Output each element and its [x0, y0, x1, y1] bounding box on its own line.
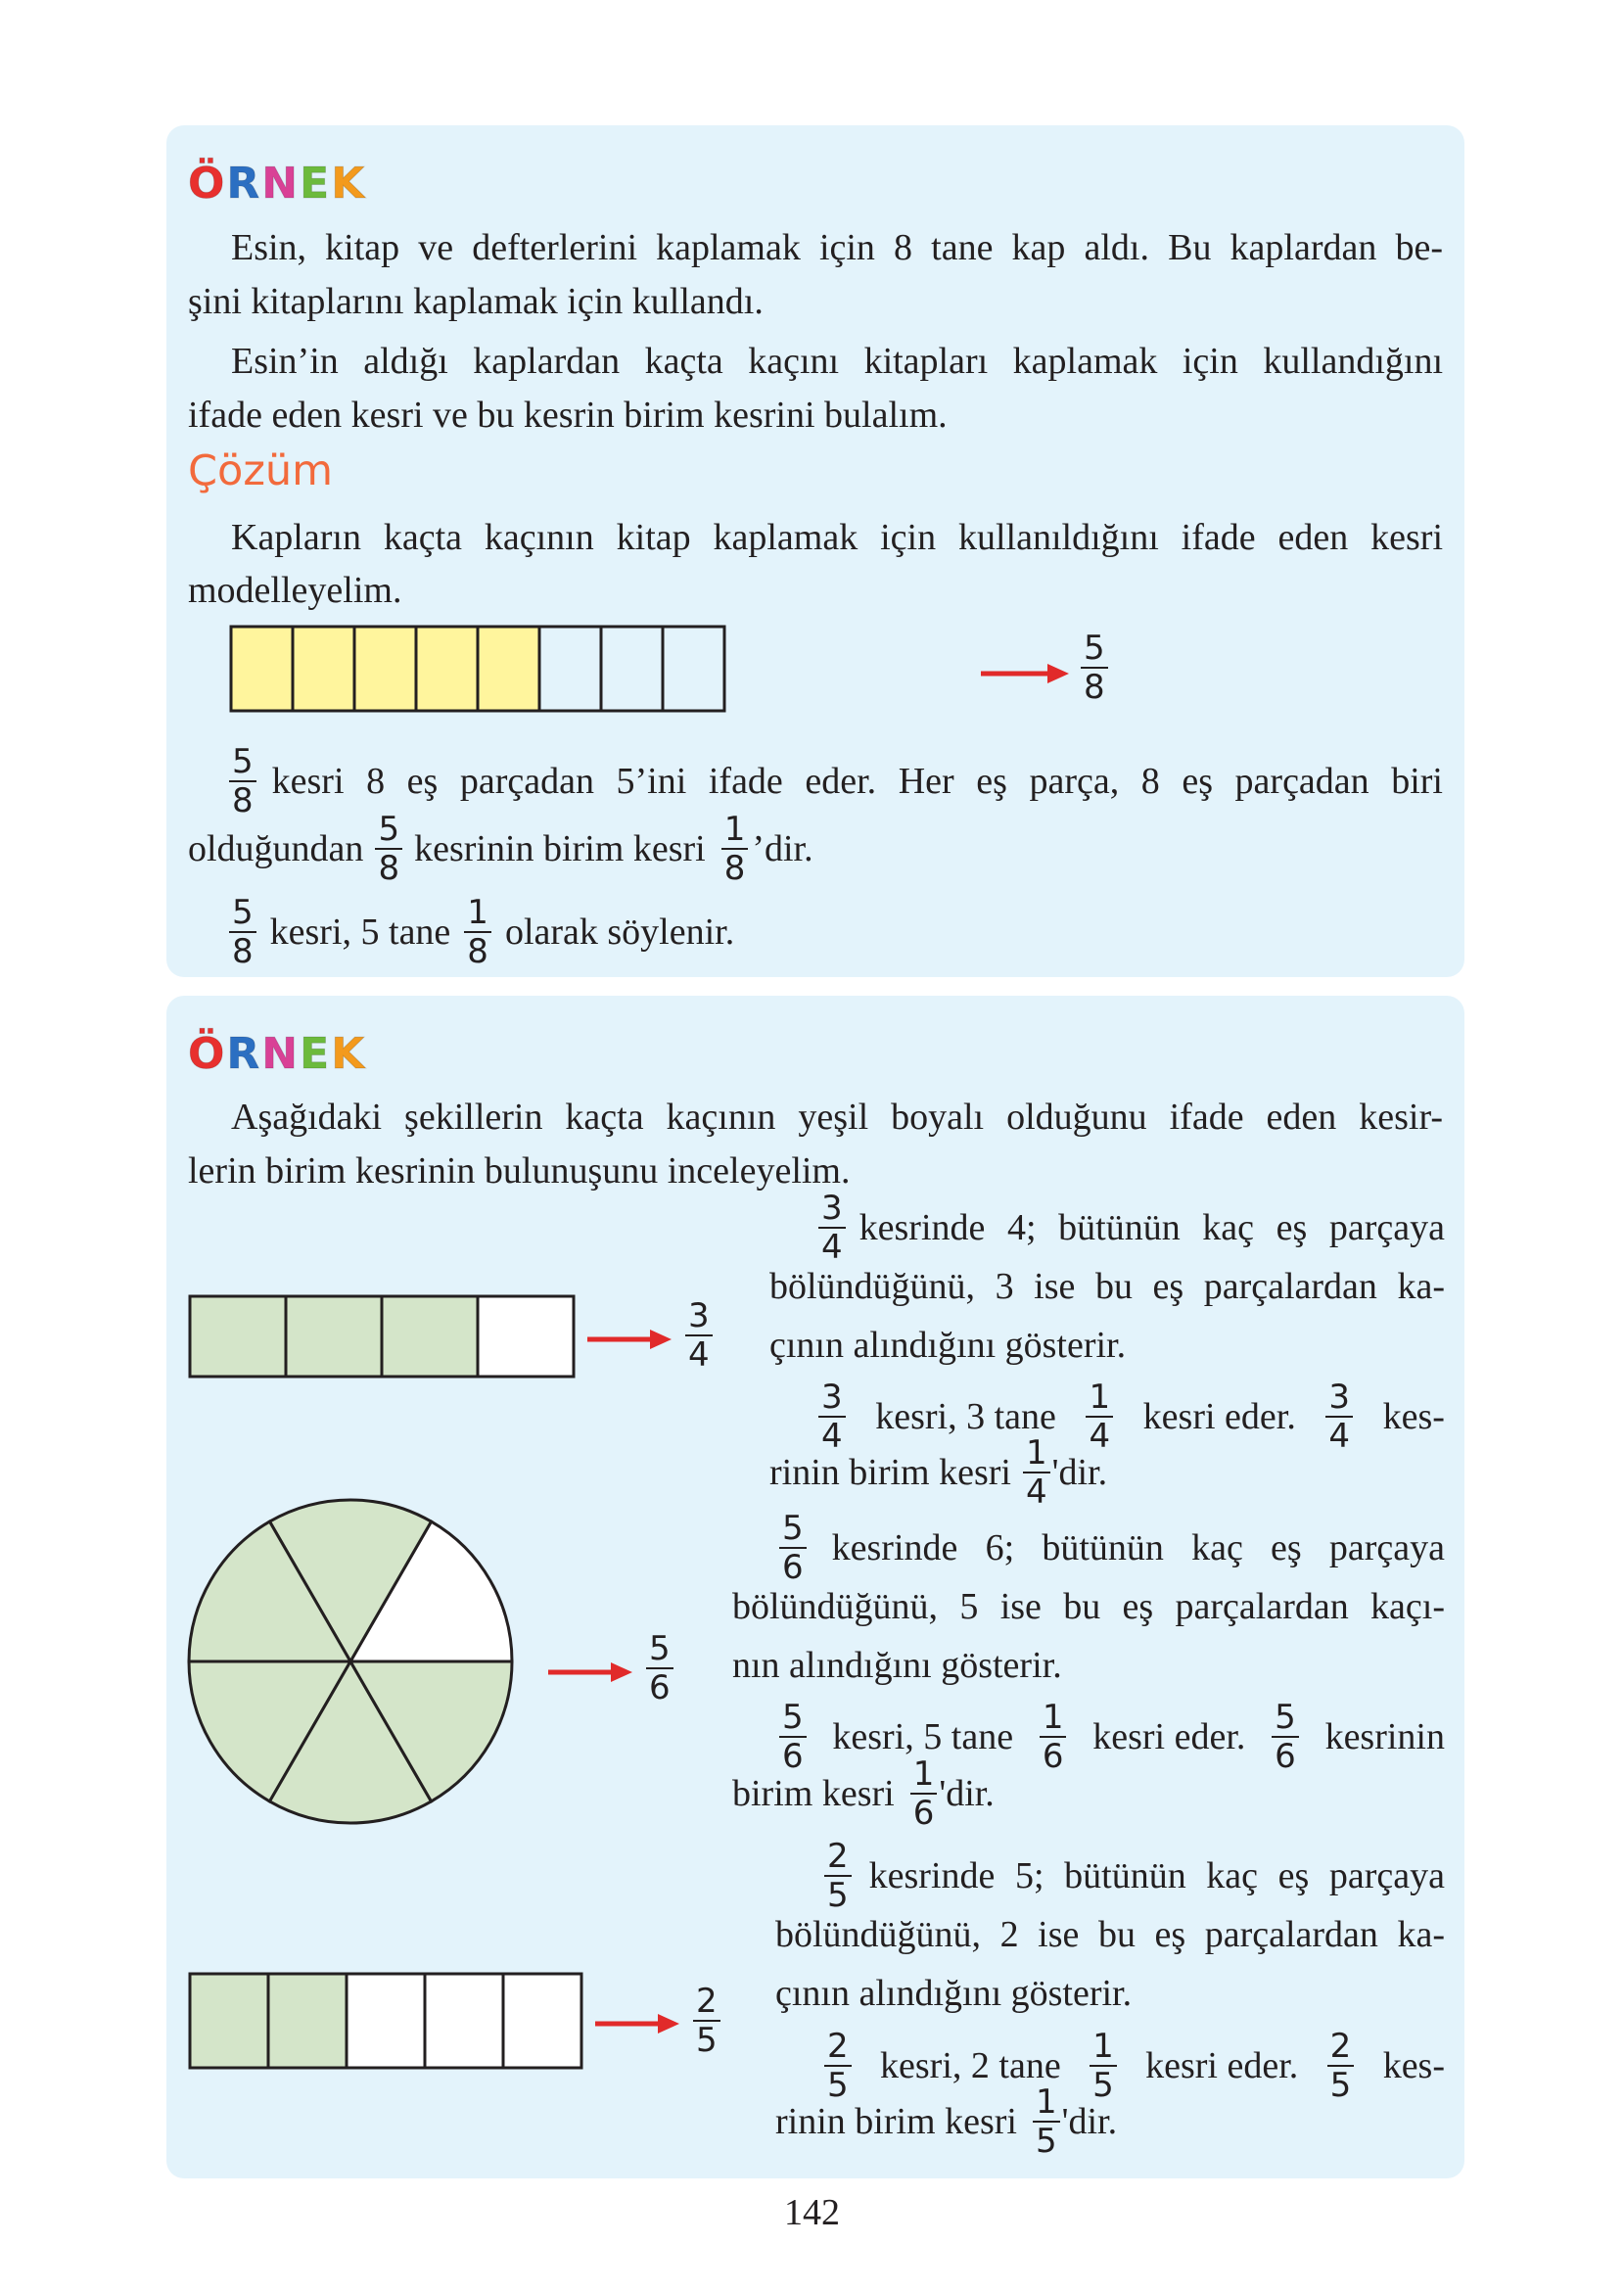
paragraph-1-line-2: şini kitaplarını kaplamak için kullandı.	[188, 281, 764, 322]
text-a-line-1: $\frac{3}{4}$ kesrinde 4; bütünün kaç eş parçaya	[818, 1192, 1445, 1264]
heading-letter: K	[331, 159, 367, 209]
explanation-line-1: $\frac{5}{8}$ kesri 8 eş parçadan 5’ini ifade eder. Her eş parça, 8 eş parçadan biri	[229, 745, 1443, 818]
arrow-icon	[979, 659, 1077, 688]
paragraph-3-line-1: Kapların kaçta kaçının kitap kaplamak için kullanıldığını ifade eden kesri	[231, 517, 1443, 558]
shaded-part	[231, 627, 293, 711]
arrow-icon	[546, 1658, 644, 1687]
shaded-part	[190, 1974, 268, 2068]
empty-part	[425, 1974, 503, 2068]
empty-part	[539, 627, 601, 711]
text-a-line-5: rinin birim kesri $\frac{1}{4}$ 'dir.	[769, 1433, 1108, 1512]
intro-line-1: Aşağıdaki şekillerin kaçta kaçının yeşil boyalı olduğunu ifade eden kesir-	[231, 1097, 1443, 1138]
shaded-part	[190, 1296, 286, 1377]
heading-letter: R	[226, 159, 262, 209]
paragraph-1-line-1: Esin, kitap ve defterlerini kaplamak için 8 tane kap aldı. Bu kaplardan be-	[231, 227, 1443, 268]
heading-letter: N	[261, 159, 301, 209]
text-c-line-5: rinin birim kesri $\frac{1}{5}$ 'dir.	[775, 2082, 1118, 2161]
heading-letter: K	[331, 1029, 367, 1079]
heading-letter: E	[300, 1029, 332, 1079]
fifths-bar-model	[188, 1972, 589, 2070]
text-b-line-1: $\frac{5}{6}$ kesrinde 6; bütünün kaç eş parçaya	[779, 1512, 1445, 1584]
example-heading	[188, 159, 367, 209]
text-c-line-1: $\frac{2}{5}$ kesrinde 5; bütünün kaç eş parçaya	[824, 1840, 1445, 1912]
text-a-line-3: çının alındığını gösterir.	[769, 1325, 1127, 1366]
model-a-fraction: $\frac{3}{4}$	[679, 1299, 719, 1372]
sixths-circle-model	[186, 1497, 519, 1830]
empty-part	[503, 1974, 581, 2068]
quarters-bar-model	[188, 1294, 580, 1382]
text-b-line-5: birim kesri $\frac{1}{6}$ 'dir.	[732, 1754, 995, 1833]
heading-letter: Ö	[188, 1029, 227, 1079]
text-b-line-3: nın alındığını gösterir.	[732, 1645, 1062, 1686]
shaded-part	[354, 627, 416, 711]
empty-part	[347, 1974, 425, 2068]
shaded-part	[268, 1974, 347, 2068]
heading-letter: Ö	[188, 159, 227, 209]
shaded-part	[478, 627, 539, 711]
text-a-line-2: bölündüğünü, 3 ise bu eş parçalardan ka-	[769, 1266, 1445, 1307]
text-b-line-2: bölündüğünü, 5 ise bu eş parçalardan kaçı-	[732, 1586, 1445, 1627]
example-heading	[188, 1029, 367, 1079]
explanation-line-3: $\frac{5}{8}$ kesri, 5 tane $\frac{1}{8}$ olarak söylenir.	[229, 896, 734, 968]
paragraph-2-line-1: Esin’in aldığı kaplardan kaçta kaçını kitapları kaplamak için kullandığını	[231, 341, 1443, 382]
text-a-line-4: $\frac{3}{4}$ kesri, 3 tane $\frac{1}{4}$ kesri eder. $\frac{3}{4}$ kes-	[818, 1380, 1445, 1453]
arrow-icon	[593, 2009, 691, 2038]
model-b-fraction: $\frac{5}{6}$	[640, 1632, 679, 1705]
model-c-fraction: $\frac{2}{5}$	[687, 1985, 726, 2057]
example-box-2	[166, 996, 1464, 2178]
empty-part	[601, 627, 663, 711]
shaded-part	[382, 1296, 478, 1377]
paragraph-2-line-2: ifade eden kesri ve bu kesrin birim kesrini bulalım.	[188, 395, 948, 436]
model-fraction: $\frac{5}{8}$	[1075, 631, 1114, 704]
heading-letter: N	[261, 1029, 301, 1079]
text-c-line-3: çının alındığını gösterir.	[775, 1973, 1133, 2014]
shaded-part	[293, 627, 354, 711]
eighths-bar-model	[229, 625, 738, 713]
shaded-part	[416, 627, 478, 711]
text-c-line-2: bölündüğünü, 2 ise bu eş parçalardan ka-	[775, 1914, 1445, 1955]
intro-line-2: lerin birim kesrinin bulunuşunu inceleyelim.	[188, 1150, 851, 1192]
shaded-part	[286, 1296, 382, 1377]
page-number: 142	[784, 2192, 840, 2233]
text-c-line-4: $\frac{2}{5}$ kesri, 2 tane $\frac{1}{5}$ kesri eder. $\frac{2}{5}$ kes-	[824, 2030, 1445, 2102]
empty-part	[663, 627, 724, 711]
solution-title: Çözüm	[188, 446, 334, 495]
empty-part	[478, 1296, 574, 1377]
example-box-1	[166, 125, 1464, 977]
heading-letter: E	[300, 159, 332, 209]
text-b-line-4: $\frac{5}{6}$ kesri, 5 tane $\frac{1}{6}$ kesri eder. $\frac{5}{6}$ kesrinin	[779, 1701, 1445, 1773]
arrow-icon	[585, 1325, 683, 1354]
heading-letter: R	[226, 1029, 262, 1079]
paragraph-3-line-2: modelleyelim.	[188, 570, 402, 611]
explanation-line-2: olduğundan $\frac{5}{8}$ kesrinin birim kesri $\frac{1}{8}$ ’dir.	[188, 810, 813, 888]
